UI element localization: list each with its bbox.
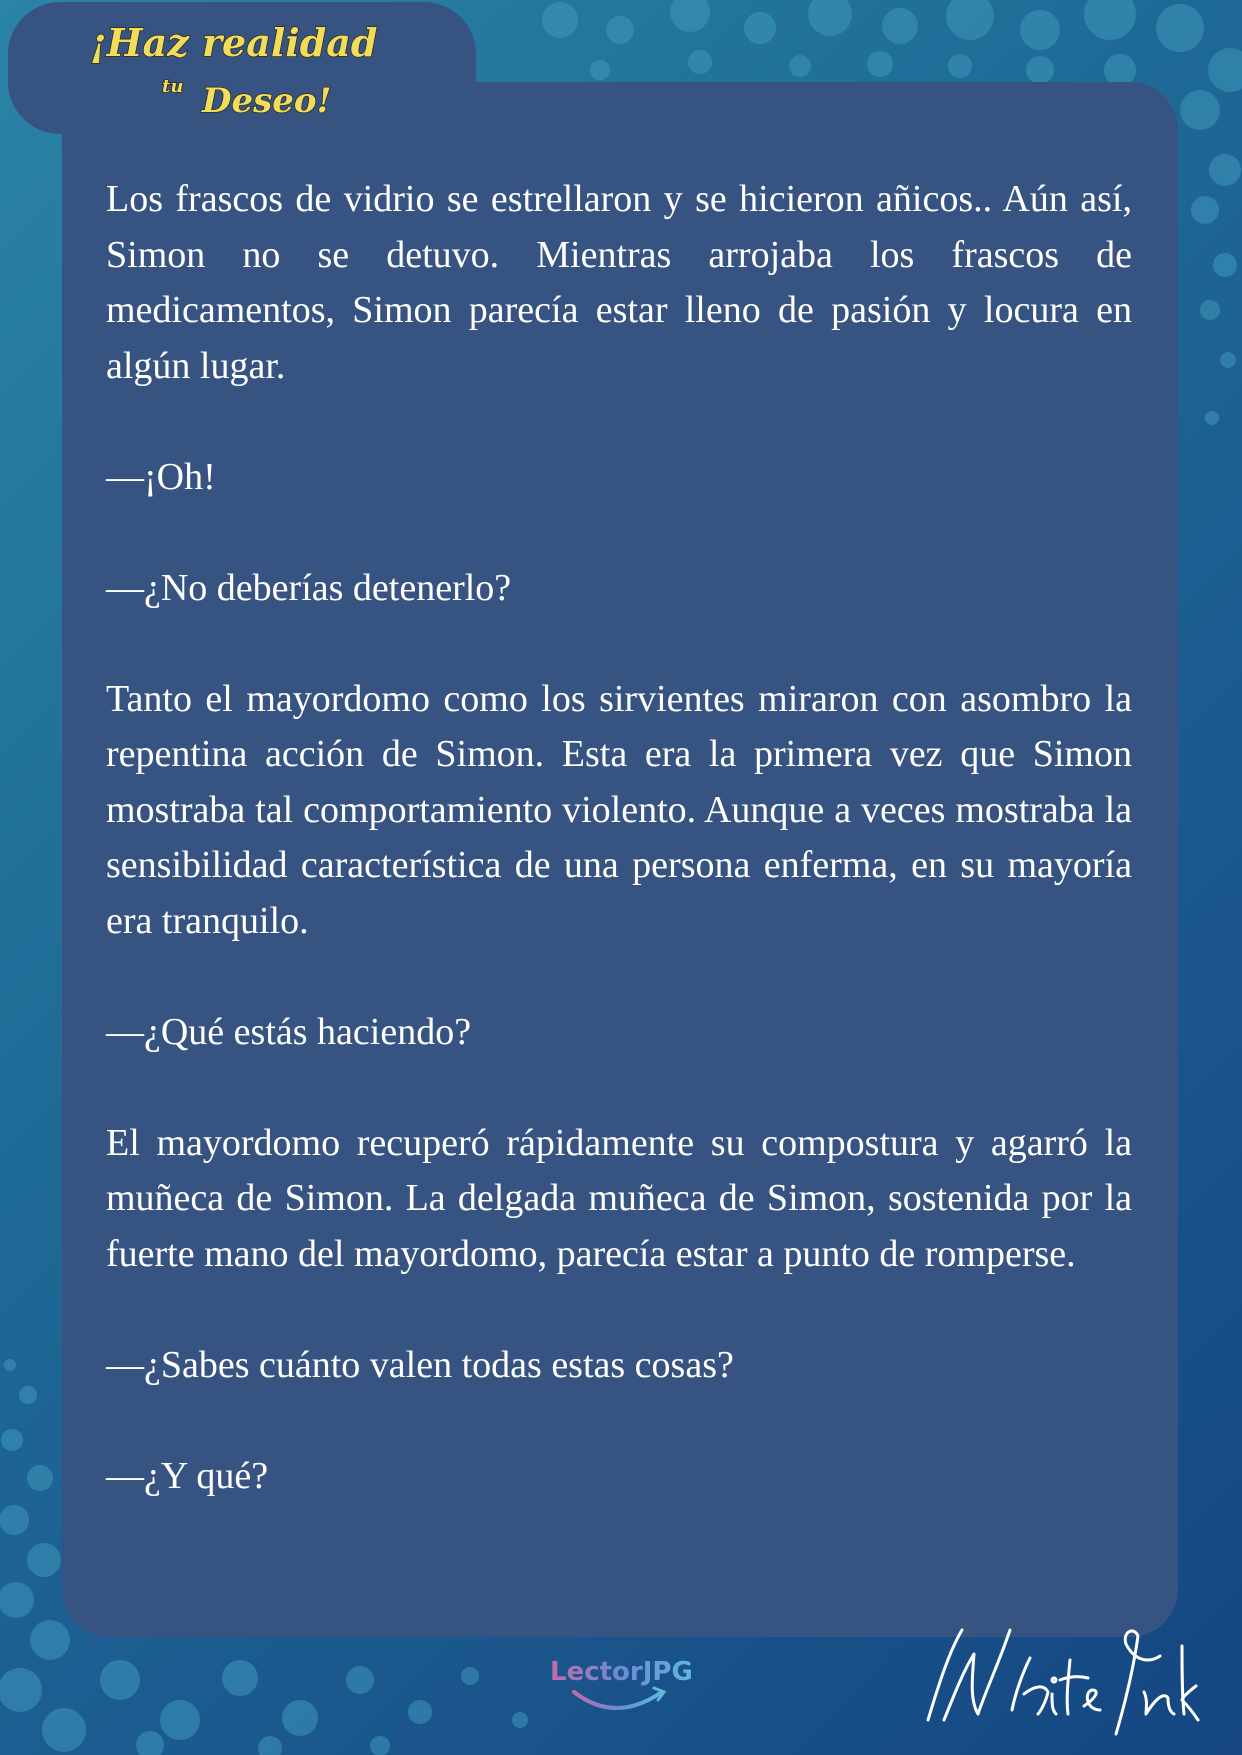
white-ink-signature — [920, 1610, 1200, 1740]
narration-paragraph: Los frascos de vidrio se estrellaron y se hicieron añicos.. Aún así, Simon no se detuvo. Mientras arrojaba los frascos de medicamentos, Simon parecía estar lleno de pasión y locura en algún lugar. — [106, 178, 1132, 387]
story-text — [106, 172, 1132, 1560]
svg-text:Deseo!: Deseo! — [202, 81, 332, 121]
dialogue-line: —¿Y qué? — [106, 1454, 269, 1497]
dialogue-line: —¡Oh! — [106, 455, 216, 498]
svg-text:LectorJPG: LectorJPG — [550, 1657, 693, 1687]
haz-realidad-tu-deseo-logo — [86, 12, 386, 122]
lectorjpg-logo — [540, 1652, 700, 1722]
dialogue-line: —¿No deberías detenerlo? — [106, 566, 512, 609]
svg-text:tu: tu — [162, 76, 184, 97]
narration-paragraph: Tanto el mayordomo como los sirvientes miraron con asombro la repentina acción de Simon. Esta era la primera vez que Simon mostraba tal comportamiento violento. Aunque a veces mostraba la sensibilidad característica de una persona enferma, en su mayoría era tranquilo. — [106, 677, 1132, 942]
narration-paragraph: El mayordomo recuperó rápidamente su compostura y agarró la muñeca de Simon. La delgada muñeca de Simon, sostenida por la fuerte mano del mayordomo, parecía estar a punto de romperse. — [106, 1121, 1132, 1275]
dialogue-line: —¿Sabes cuánto valen todas estas cosas? — [106, 1343, 734, 1386]
svg-text:¡Haz realidad: ¡Haz realidad — [90, 20, 378, 65]
dialogue-line: —¿Qué estás haciendo? — [106, 1010, 472, 1053]
